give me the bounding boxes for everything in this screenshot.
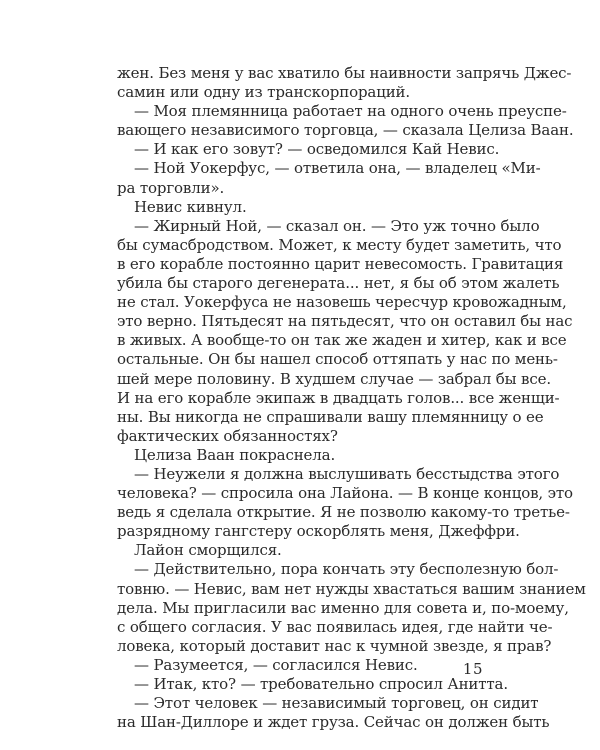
text-line: — Итак, кто? — требовательно спросил Анитта.: [134, 675, 508, 693]
text-line: остальные. Он бы нашел способ оттяпать у нас по мень-: [117, 350, 558, 369]
text-line: вающего независимого торговца, — сказала Целиза Ваан.: [117, 121, 574, 140]
text-line: — Этот человек — независимый торговец, он сидит: [134, 694, 539, 713]
text-line: шей мере половину. В худшем случае — забрал бы все.: [117, 369, 551, 388]
text-line: — Разумеется, — согласился Невис.: [134, 655, 418, 674]
text-line: фактических обязанностях?: [117, 426, 338, 445]
text-line: жен. Без меня у вас хватило бы наивности запрячь Джес-: [117, 64, 572, 82]
text-line: на Шан-Диллоре и ждет груза. Сейчас он должен быть: [117, 713, 550, 732]
text-line: убила бы старого дегенерата... нет, я бы об этом жалеть: [117, 274, 560, 293]
text-line: И на его корабле экипаж в двадцать голов... все женщи-: [117, 388, 560, 407]
text-line: в живых. А вообще-то он так же жаден и хитер, как и все: [117, 331, 567, 350]
text-line: ны. Вы никогда не спрашивали вашу племянницу о ее: [117, 407, 544, 426]
text-line: товню. — Невис, вам нет нужды хвастаться вашим знанием: [117, 579, 586, 598]
text-line: с общего согласия. У вас появилась идея, где найти че-: [117, 617, 553, 636]
text-line: ведь я сделала открытие. Я не позволю какому-то третье-: [117, 503, 570, 522]
text-line: бы сумасбродством. Может, к месту будет заметить, что: [117, 235, 562, 254]
text-line: не стал. Уокерфуса не назовешь чересчур кровожадным,: [117, 293, 567, 312]
text-line: человека? — спросила она Лайона. — В конце концов, это: [117, 484, 573, 503]
text-line: разрядному гангстеру оскорблять меня, Джеффри.: [117, 522, 520, 541]
text-line: — Жирный Ной, — сказал он. — Это уж точно было: [134, 216, 540, 235]
page-number: 15: [462, 660, 483, 678]
text-line: это верно. Пятьдесят на пятьдесят, что он оставил бы нас: [117, 312, 573, 331]
text-line: в его корабле постоянно царит невесомость. Гравитация: [117, 254, 564, 273]
page-body: [117, 64, 586, 732]
text-line: самин или одну из транскорпораций.: [117, 83, 411, 102]
text-line: Лайон сморщился.: [134, 541, 282, 560]
text-line: Невис кивнул.: [134, 197, 247, 216]
text-line: дела. Мы пригласили вас именно для совета и, по-моему,: [117, 598, 569, 617]
text-line: — Ной Уокерфус, — ответила она, — владелец «Ми-: [134, 159, 541, 178]
text-line: — Действительно, пора кончать эту бесполезную бол-: [134, 560, 559, 579]
text-line: — Моя племянница работает на одного очень преуспе-: [134, 102, 567, 121]
text-line: ра торговли».: [117, 178, 225, 197]
text-line: ловека, который доставит нас к чумной звезде, я прав?: [117, 636, 552, 655]
text-line: — Неужели я должна выслушивать бесстыдства этого: [134, 464, 560, 483]
text-line: Целиза Ваан покраснела.: [134, 445, 336, 464]
text-line: — И как его зовут? — осведомился Кай Невис.: [134, 140, 500, 159]
